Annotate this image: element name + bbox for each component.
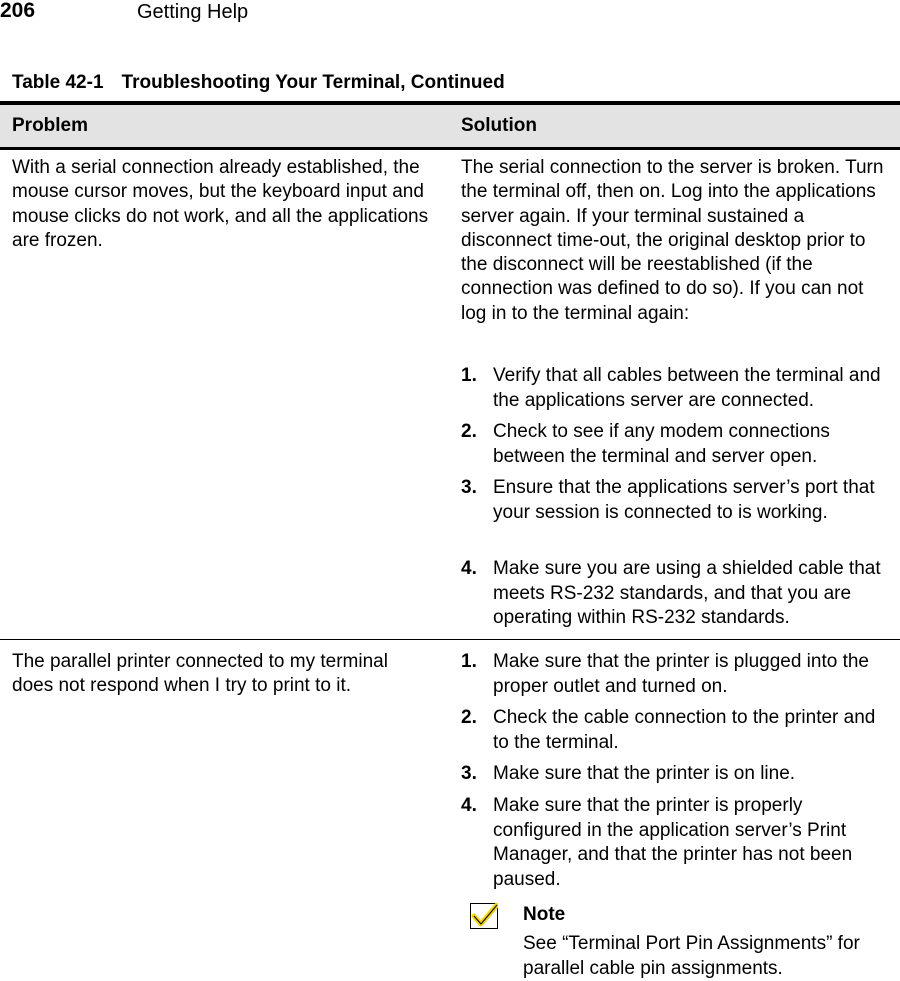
table-header-rule <box>0 147 900 150</box>
row-1-problem: With a serial connection already established, the mouse cursor moves, but the keyboard input and mouse clicks do not work, and all the applications are frozen. <box>12 157 429 251</box>
page-number: 206 <box>0 0 36 22</box>
note-checkmark-icon <box>470 903 498 929</box>
note-title: Note <box>523 904 566 925</box>
step-number: 3. <box>461 477 477 498</box>
step-text: Make sure that the printer is plugged into the proper outlet and turned on. <box>493 651 870 697</box>
step-text: Make sure you are using a shielded cable that meets RS-232 standards, and that you are operating within RS-232 standards. <box>493 558 881 628</box>
step-number: 4. <box>461 795 477 816</box>
step-text: Check to see if any modem connections between the terminal and server open. <box>493 421 830 467</box>
step-number: 1. <box>461 365 477 386</box>
row-1-solution-intro: The serial connection to the server is broken. Turn the terminal off, then on. Log into the applications server again. If your terminal sustained a disconnect time-out, the original desktop prior to the disconnect will be reestablished (if the connection was defined to do so). If you can not log in to the terminal again: <box>461 157 884 324</box>
row-2-problem: The parallel printer connected to my terminal does not respond when I try to print to it. <box>12 651 388 697</box>
step-number: 3. <box>461 763 477 784</box>
step-number: 4. <box>461 558 477 579</box>
step-number: 1. <box>461 651 477 672</box>
column-header-problem: Problem <box>12 115 89 136</box>
column-header-solution: Solution <box>461 115 537 136</box>
step-text: Make sure that the printer is properly configured in the application server’s Print Manager, and that the printer has not been paused. <box>493 795 853 890</box>
table-caption <box>12 72 505 94</box>
page-header <box>0 0 900 30</box>
step-text: Ensure that the applications server’s port that your session is connected to is working. <box>493 477 875 523</box>
table-row-divider <box>0 639 900 640</box>
step-number: 2. <box>461 421 477 442</box>
note-text: See “Terminal Port Pin Assignments” for parallel cable pin assignments. <box>523 933 860 979</box>
chapter-title: Getting Help <box>137 1 249 23</box>
step-text: Make sure that the printer is on line. <box>493 763 796 784</box>
step-text: Check the cable connection to the printer and to the terminal. <box>493 707 876 753</box>
step-number: 2. <box>461 707 477 728</box>
step-text: Verify that all cables between the terminal and the applications server are connected. <box>493 365 881 411</box>
table-caption-number: Table 42-1 <box>12 72 104 93</box>
table-caption-title: Troubleshooting Your Terminal, Continued <box>121 72 505 93</box>
table-header-row <box>0 105 900 147</box>
